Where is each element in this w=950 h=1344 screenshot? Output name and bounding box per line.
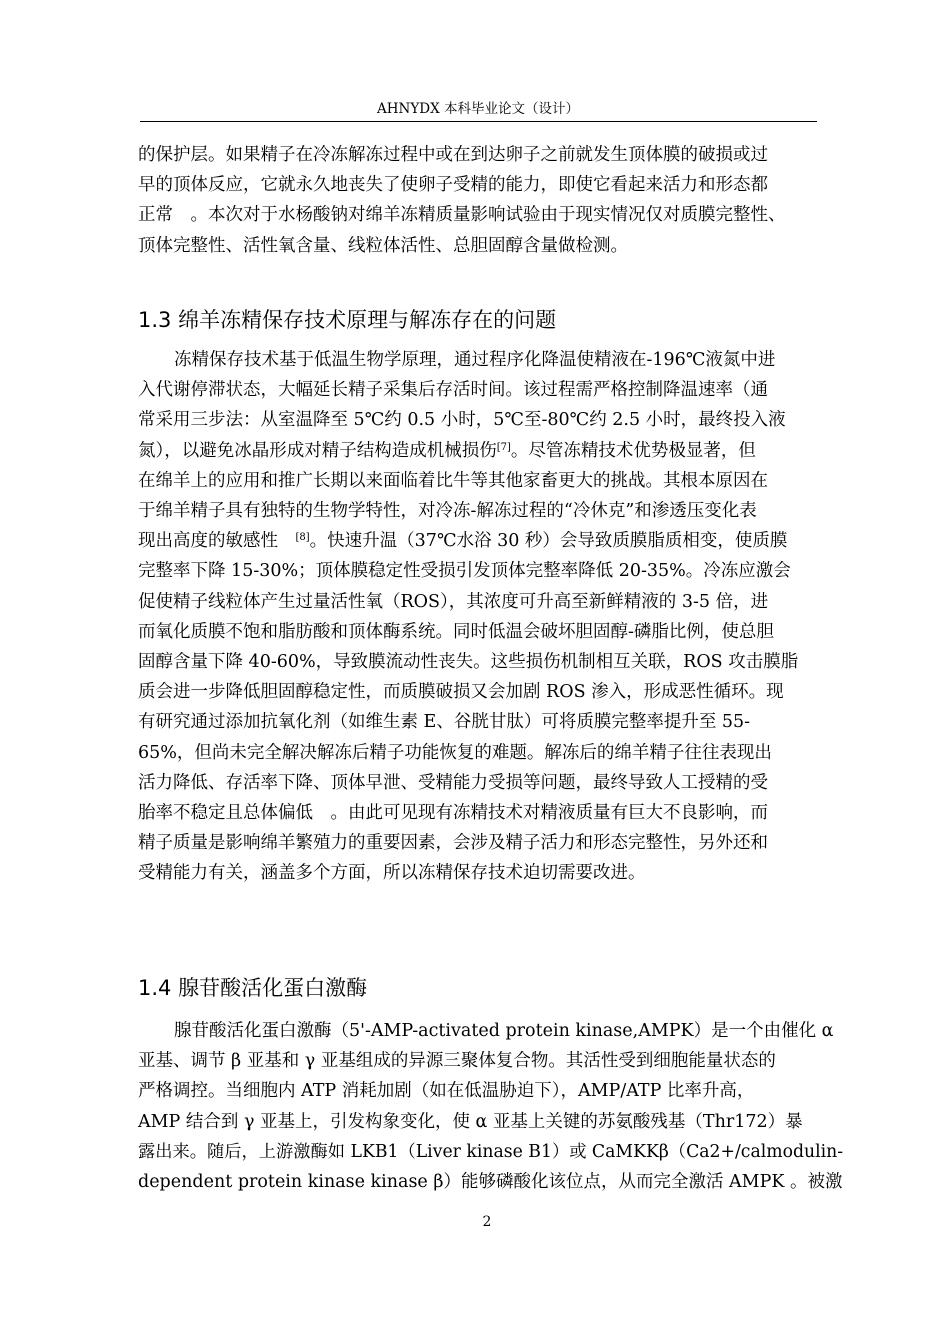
page-header: AHNYDX 本科毕业论文（设计）	[377, 101, 579, 117]
paragraph-line: 露出来。随后，上游激酶如 LKB1（Liver kinase B1）或 CaMKKβ（Ca2+/calmodulin-	[138, 1141, 844, 1162]
paragraph-line: 在绵羊上的应用和推广长期以来面临着比牛等其他家畜更大的挑战。其根本原因在	[138, 470, 768, 491]
paragraph-line: 65%，但尚未完全解决解冻后精子功能恢复的难题。解冻后的绵羊精子往往表现出	[138, 742, 772, 763]
paragraph-line: 于绵羊精子具有独特的生物学特性，对冷冻-解冻过程的“冷休克”和渗透压变化表	[138, 501, 757, 522]
paragraph-line: 顶体完整性、活性氧含量、线粒体活性、总胆固醇含量做检测。	[138, 235, 628, 256]
citation-7: [7]	[496, 441, 511, 453]
section-heading-1-4: 1.4 腺苷酸活化蛋白激酶	[138, 976, 368, 1000]
paragraph-line: 固醇含量下降 40-60%，导致膜流动性丧失。这些损伤机制相互关联，ROS 攻击膜脂	[138, 652, 799, 673]
paragraph-line: 的保护层。如果精子在冷冻解冻过程中或在到达卵子之前就发生顶体膜的破损或过	[138, 145, 768, 165]
paragraph-line: 质会进一步降低胆固醇稳定性，而质膜破损又会加剧 ROS 渗入，形成恶性循环。现	[138, 682, 784, 703]
paragraph-line: 正常 。本次对于水杨酸钠对绵羊冻精质量影响试验由于现实情况仅对质膜完整性、	[138, 205, 786, 226]
paragraph-line: 胎率不稳定且总体偏低 。由此可见现有冻精技术对精液质量有巨大不良影响，而	[138, 803, 768, 824]
paragraph-line: 严格调控。当细胞内 ATP 消耗加剧（如在低温胁迫下），AMP/ATP 比率升高，	[138, 1081, 755, 1102]
paragraph-text: 。尽管冻精技术优势极显著，但	[510, 440, 756, 461]
page-number: 2	[482, 1214, 492, 1230]
paragraph-line: 精子质量是影响绵羊繁殖力的重要因素，会涉及精子活力和形态完整性，另外还和	[138, 833, 768, 854]
citation-8: [8]	[295, 532, 310, 544]
paragraph-line: AMP 结合到 γ 亚基上，引发构象变化，使 α 亚基上关键的苏氨酸残基（Thr172）暴	[138, 1111, 803, 1132]
paragraph-intro-continued	[138, 140, 850, 261]
paragraph-line: 常采用三步法：从室温降至 5℃约 0.5 小时，5℃至-80℃约 2.5 小时，最终投入液	[138, 410, 786, 431]
paragraph-line: 早的顶体反应，它就永久地丧失了使卵子受精的能力，即使它看起来活力和形态都	[138, 175, 768, 196]
header-rule	[140, 121, 817, 122]
paragraph-line	[138, 1016, 850, 1046]
paragraph-line	[138, 526, 850, 556]
paragraph-text: 冻精保存技术基于低温生物学原理，通过程序化降温使精液在-196℃液氮中进	[174, 350, 776, 370]
paragraph-text: 现出高度的敏感性	[138, 531, 296, 552]
paragraph-text: 氮），以避免冰晶形成对精子结构造成机械损伤	[138, 440, 497, 461]
paragraph-text: 腺苷酸活化蛋白激酶（5'-AMP-activated protein kinase,AMPK）是一个由催化 α	[174, 1021, 834, 1041]
paragraph-line: 受精能力有关，涵盖多个方面，所以冻精保存技术迫切需要改进。	[138, 863, 646, 884]
paragraph-section-1-4	[138, 1016, 850, 1197]
paragraph-line: dependent protein kinase kinase β）能够磷酸化该位点，从而完全激活 AMPK 。被激	[138, 1172, 843, 1193]
paragraph-line: 完整率下降 15-30%；顶体膜稳定性受损引发顶体完整率降低 20-35%。冷冻应激会	[138, 561, 791, 582]
paragraph-line: 入代谢停滞状态，大幅延长精子采集后存活时间。该过程需严格控制降温速率（通	[138, 380, 768, 401]
section-heading-1-3: 1.3 绵羊冻精保存技术原理与解冻存在的问题	[138, 308, 557, 332]
paragraph-line: 促使精子线粒体产生过量活性氧（ROS），其浓度可升高至新鲜精液的 3-5 倍，进	[138, 591, 769, 612]
paragraph-line	[138, 345, 850, 375]
paragraph-text: 。快速升温（37℃水浴 30 秒）会导致质膜脂质相变，使质膜	[309, 531, 788, 552]
paragraph-section-1-3	[138, 345, 850, 889]
paragraph-line: 活力降低、存活率下降、顶体早泄、受精能力受损等问题，最终导致人工授精的受	[138, 772, 768, 793]
paragraph-line	[138, 436, 850, 466]
paragraph-line: 而氧化质膜不饱和脂肪酸和顶体酶系统。同时低温会破坏胆固醇-磷脂比例，使总胆	[138, 621, 774, 642]
paragraph-line: 有研究通过添加抗氧化剂（如维生素 E、谷胱甘肽）可将质膜完整率提升至 55-	[138, 712, 751, 733]
paragraph-line: 亚基、调节 β 亚基和 γ 亚基组成的异源三聚体复合物。其活性受到细胞能量状态的	[138, 1051, 776, 1072]
